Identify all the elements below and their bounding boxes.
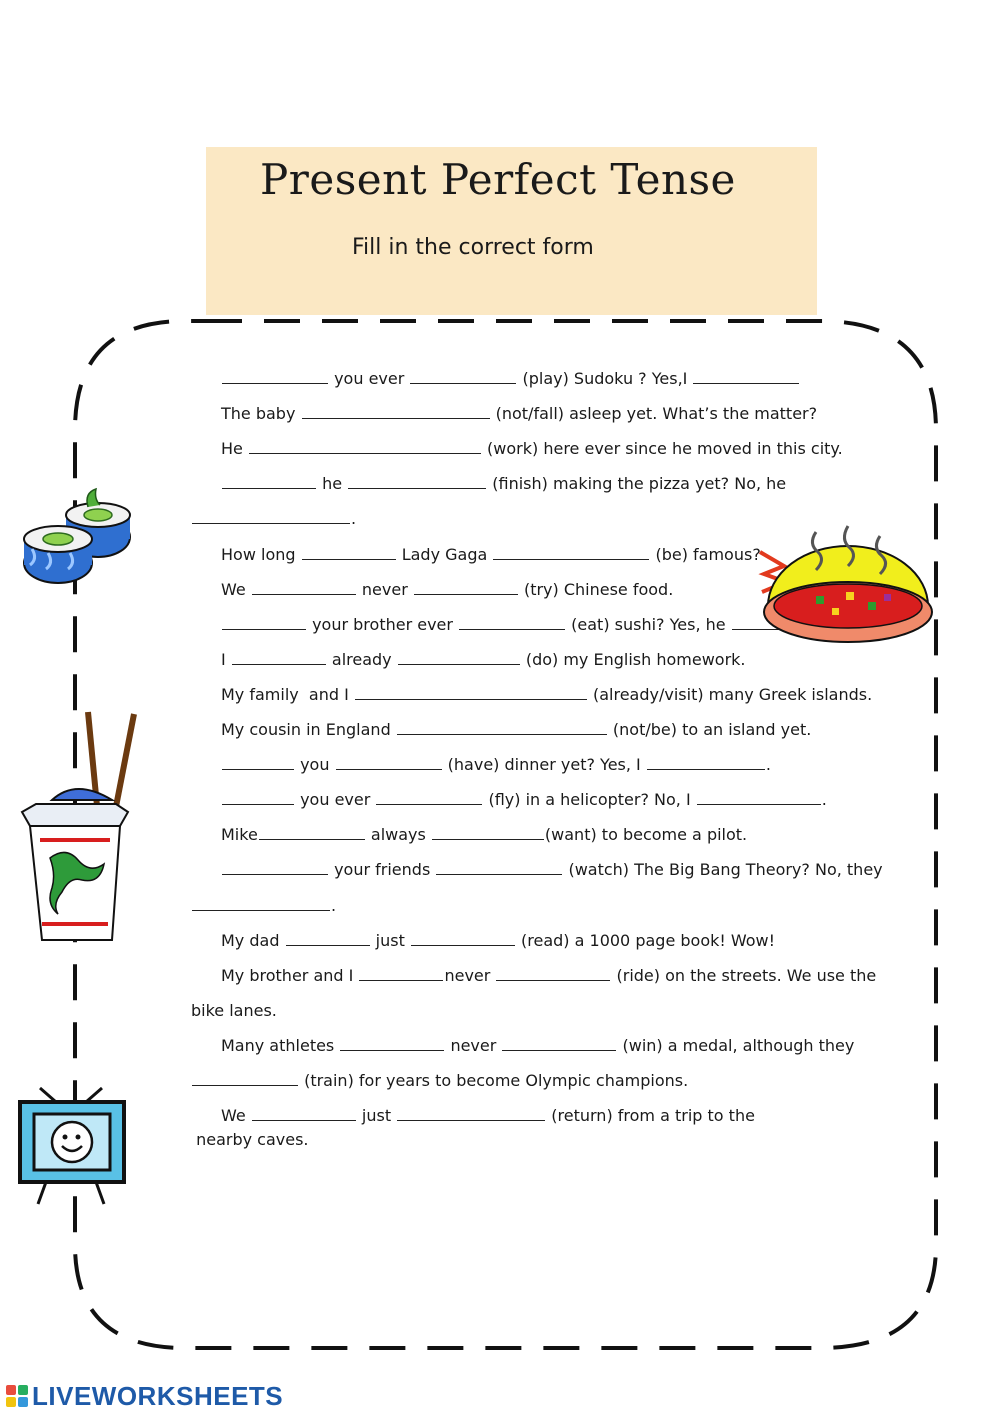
line-text: (play) Sudoku ? Yes,I [517, 369, 693, 388]
answer-blank[interactable] [252, 1105, 356, 1121]
line-text: (do) my English homework. [520, 649, 746, 669]
line-text: (have) dinner yet? Yes, I [442, 755, 646, 775]
line-text: never [444, 965, 496, 985]
line-text: (eat) sushi? Yes, he [566, 614, 731, 634]
worksheet-instruction: Fill in the correct form [352, 235, 594, 260]
answer-blank[interactable] [693, 368, 799, 384]
pizza-icon [756, 522, 936, 648]
line-text: (work) here ever since he moved in this city. [481, 439, 843, 459]
line-text: (not/fall) asleep yet. What’s the matter? [490, 404, 818, 424]
line-text: nearby caves. [191, 1130, 309, 1150]
answer-blank[interactable] [398, 649, 520, 665]
line-text: (read) a 1000 page book! Wow! [515, 930, 776, 950]
answer-blank[interactable] [192, 1070, 298, 1086]
answer-blank[interactable] [302, 403, 490, 419]
answer-blank[interactable] [222, 754, 294, 770]
exercise-line [0, 437, 1000, 461]
exercise-line [0, 1069, 1000, 1093]
answer-blank[interactable] [355, 684, 587, 700]
answer-blank[interactable] [249, 438, 481, 454]
exercise-line [0, 367, 1000, 391]
answer-blank[interactable] [502, 1035, 616, 1051]
line-text: Lady Gaga [396, 544, 493, 564]
line-text: (try) Chinese food. [518, 579, 674, 599]
line-text: already [326, 649, 397, 669]
line-text: We [221, 1106, 251, 1126]
answer-blank[interactable] [496, 965, 610, 981]
tv-icon [16, 1086, 128, 1210]
answer-blank[interactable] [222, 614, 306, 630]
answer-blank[interactable] [192, 508, 350, 524]
line-text: just [370, 930, 410, 950]
line-text: (train) for years to become Olympic champions. [299, 1071, 689, 1090]
answer-blank[interactable] [252, 579, 356, 595]
exercise-line [0, 894, 1000, 918]
answer-blank[interactable] [359, 965, 443, 981]
line-text: I [221, 649, 231, 669]
line-text: (want) to become a pilot. [544, 825, 748, 845]
liveworksheets-logo[interactable] [6, 1381, 283, 1411]
sushi-rolls-icon [18, 485, 134, 591]
answer-blank[interactable] [348, 473, 486, 489]
answer-blank[interactable] [397, 719, 607, 735]
line-text: My family and I [221, 684, 354, 704]
exercise-line [0, 1128, 1000, 1152]
answer-blank[interactable] [222, 473, 316, 489]
line-text: He [221, 439, 248, 459]
line-text: How long [221, 544, 301, 564]
line-text: you [295, 755, 335, 775]
exercise-line [0, 1034, 1000, 1058]
line-text: (be) famous? [650, 544, 761, 564]
exercise-line [0, 788, 1000, 812]
answer-blank[interactable] [647, 754, 765, 770]
line-text: you ever [329, 369, 410, 388]
exercise-line [0, 718, 1000, 742]
answer-blank[interactable] [232, 649, 326, 665]
exercise-line [0, 683, 1000, 707]
line-text: (fly) in a helicopter? No, I [483, 790, 696, 810]
answer-blank[interactable] [397, 1105, 545, 1121]
takeout-box-chopsticks-icon [16, 708, 142, 948]
answer-blank[interactable] [336, 754, 442, 770]
line-text: The baby [221, 404, 301, 424]
line-text: (finish) making the pizza yet? No, he [487, 474, 787, 494]
answer-blank[interactable] [411, 930, 515, 946]
line-text: he [317, 474, 348, 494]
line-text: your brother ever [307, 614, 459, 634]
worksheet-title: Present Perfect Tense [260, 155, 736, 204]
exercise-line [0, 648, 1000, 672]
answer-blank[interactable] [222, 859, 328, 875]
exercise-line [0, 472, 1000, 496]
answer-blank[interactable] [410, 368, 516, 384]
line-text: never [356, 579, 413, 599]
line-text: . [821, 790, 827, 810]
line-text: you ever [295, 790, 376, 810]
answer-blank[interactable] [286, 930, 370, 946]
line-text: We [221, 579, 251, 599]
line-text: (ride) on the streets. We use the [611, 965, 877, 985]
logo-mark-icon [6, 1385, 28, 1407]
line-text: bike lanes. [191, 1000, 277, 1020]
line-text: . [331, 895, 337, 915]
answer-blank[interactable] [259, 824, 365, 840]
line-text: your friends [329, 860, 436, 880]
exercise-line [0, 858, 1000, 882]
line-text: (not/be) to an island yet. [607, 720, 812, 739]
answer-blank[interactable] [493, 544, 649, 560]
exercise-line [0, 823, 1000, 847]
line-text: (watch) The Big Bang Theory? No, they [563, 860, 883, 880]
line-text: (already/visit) many Greek islands. [587, 684, 873, 704]
answer-blank[interactable] [414, 579, 518, 595]
line-text: always [365, 825, 431, 845]
answer-blank[interactable] [222, 789, 294, 805]
brand-name: LIVEWORKSHEETS [32, 1380, 284, 1411]
header-box [206, 147, 817, 315]
line-text: My cousin in England [221, 720, 396, 739]
exercise-line [0, 929, 1000, 953]
line-text: Many athletes [221, 1035, 340, 1055]
line-text: (return) from a trip to the [546, 1106, 755, 1126]
line-text: . [765, 755, 771, 775]
answer-blank[interactable] [302, 544, 396, 560]
exercise-line [0, 753, 1000, 777]
answer-blank[interactable] [436, 859, 562, 875]
answer-blank[interactable] [432, 824, 544, 840]
answer-blank[interactable] [192, 895, 330, 911]
answer-blank[interactable] [459, 614, 565, 630]
exercise-line [0, 402, 1000, 426]
exercise-line [0, 1104, 1000, 1128]
line-text: Mike [221, 825, 258, 845]
exercise-line [0, 964, 1000, 988]
line-text: (win) a medal, although they [617, 1035, 855, 1055]
answer-blank[interactable] [222, 368, 328, 384]
line-text: My brother and I [221, 965, 359, 985]
answer-blank[interactable] [697, 789, 821, 805]
answer-blank[interactable] [376, 789, 482, 805]
line-text: just [356, 1106, 397, 1126]
answer-blank[interactable] [340, 1035, 444, 1051]
line-text: never [445, 1035, 502, 1055]
exercise-line [0, 999, 1000, 1023]
line-text: . [351, 509, 357, 529]
line-text: My dad [221, 930, 285, 950]
